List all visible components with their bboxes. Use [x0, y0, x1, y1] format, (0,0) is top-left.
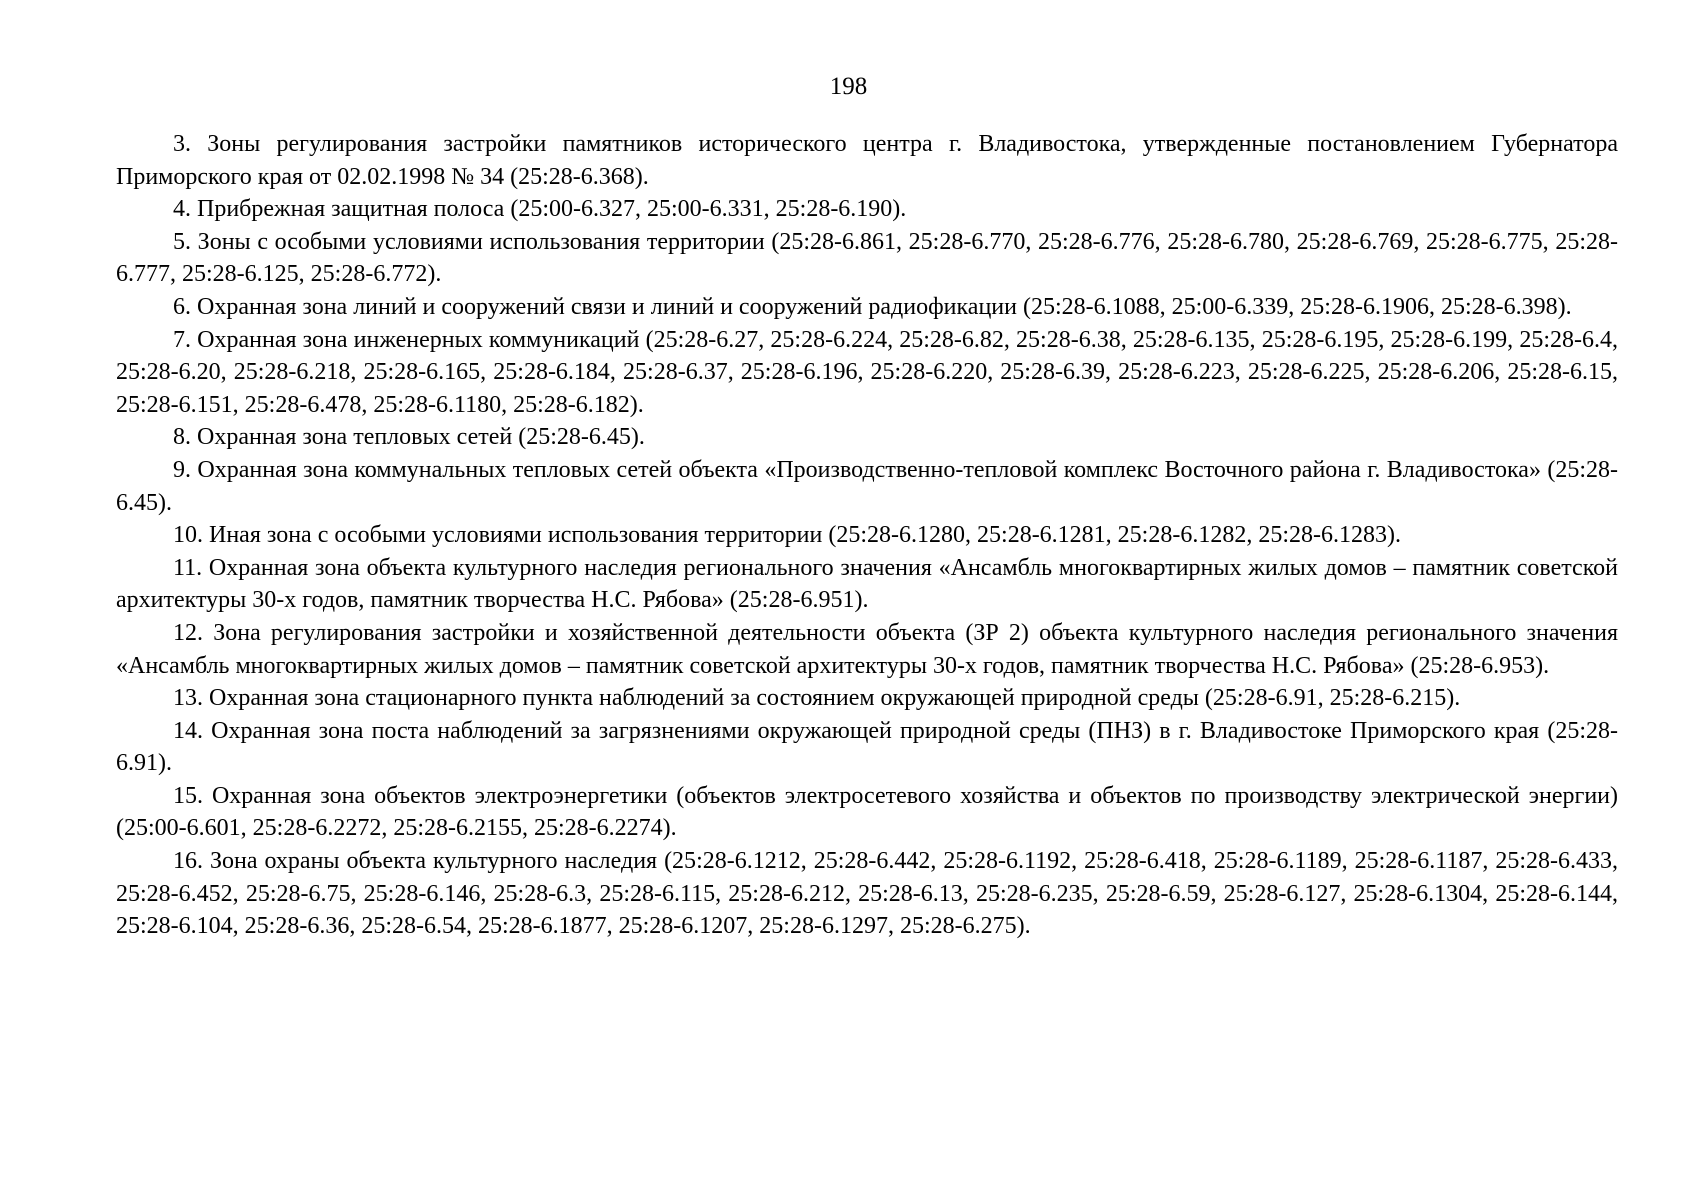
list-item-8: 8. Охранная зона тепловых сетей (25:28-6.45). [173, 424, 645, 451]
page-number: 198 [829, 73, 868, 100]
list-item-10: 10. Иная зона с особыми условиями использования территории (25:28-6.1280, 25:28-6.1281, 25:28-6.1282, 25:28-6.1283). [173, 522, 1401, 549]
list-item-16: 16. Зона охраны объекта культурного наследия (25:28-6.1212, 25:28-6.442, 25:28-6.1192, 25:28-6.418, 25:28-6.1189, 25:28-6.1187, 25:28-6.433, 25:28-6.452, 25:28-6.75, 25:28-6.146, 25:28-6.3, 25:28-6.115, 25:28-6.212, 25:28-6.13, 25:28-6.235, 25:28-6.59, 25:28-6.127, 25:28-6.1304, 25:28-6.144, 25:28-6.104, 25:28-6.36, 25:28-6.54, 25:28-6.1877, 25:28-6.1207, 25:28-6.1297, 25:28-6.275). [116, 848, 1618, 940]
list-item-6: 6. Охранная зона линий и сооружений связи и линий и сооружений радиофикации (25:28-6.1088, 25:00-6.339, 25:28-6.1906, 25:28-6.398). [173, 293, 1572, 320]
list-item-9: 9. Охранная зона коммунальных тепловых сетей объекта «Производственно-тепловой комплекс Восточного района г. Владивостока» (25:28-6.45). [116, 456, 1618, 516]
list-item-7: 7. Охранная зона инженерных коммуникаций (25:28-6.27, 25:28-6.224, 25:28-6.82, 25:28-6.38, 25:28-6.135, 25:28-6.195, 25:28-6.199, 25:28-6.4, 25:28-6.20, 25:28-6.218, 25:28-6.165, 25:28-6.184, 25:28-6.37, 25:28-6.196, 25:28-6.220, 25:28-6.39, 25:28-6.223, 25:28-6.225, 25:28-6.206, 25:28-6.15, 25:28-6.151, 25:28-6.478, 25:28-6.1180, 25:28-6.182). [116, 326, 1618, 418]
list-item-15: 15. Охранная зона объектов электроэнергетики (объектов электросетевого хозяйства и объектов по производству электрической энергии) (25:00-6.601, 25:28-6.2272, 25:28-6.2155, 25:28-6.2274). [116, 782, 1618, 842]
list-item-3: 3. Зоны регулирования застройки памятников исторического центра г. Владивостока, утвержденные постановлением Губернатора Приморского края от 02.02.1998 № 34 (25:28-6.368). [116, 131, 1618, 190]
list-item-12: 12. Зона регулирования застройки и хозяйственной деятельности объекта (ЗР 2) объекта культурного наследия регионального значения «Ансамбль многоквартирных жилых домов – памятник советской архитектуры 30-х годов, памятник творчества Н.С. Рябова» (25:28-6.953). [116, 619, 1618, 679]
list-item-5: 5. Зоны с особыми условиями использования территории (25:28-6.861, 25:28-6.770, 25:28-6.776, 25:28-6.780, 25:28-6.769, 25:28-6.775, 25:28-6.777, 25:28-6.125, 25:28-6.772). [116, 228, 1618, 288]
list-item-13: 13. Охранная зона стационарного пункта наблюдений за состоянием окружающей природной среды (25:28-6.91, 25:28-6.215). [173, 685, 1461, 712]
list-item-14: 14. Охранная зона поста наблюдений за загрязнениями окружающей природной среды (ПНЗ) в г. Владивостоке Приморского края (25:28-6.91). [116, 717, 1618, 777]
list-item-11: 11. Охранная зона объекта культурного наследия регионального значения «Ансамбль многоквартирных жилых домов – памятник советской архитектуры 30-х годов, памятник творчества Н.С. Рябова» (25:28-6.951). [116, 554, 1618, 614]
list-item-4: 4. Прибрежная защитная полоса (25:00-6.327, 25:00-6.331, 25:28-6.190). [173, 196, 907, 223]
document-body [116, 128, 1618, 943]
